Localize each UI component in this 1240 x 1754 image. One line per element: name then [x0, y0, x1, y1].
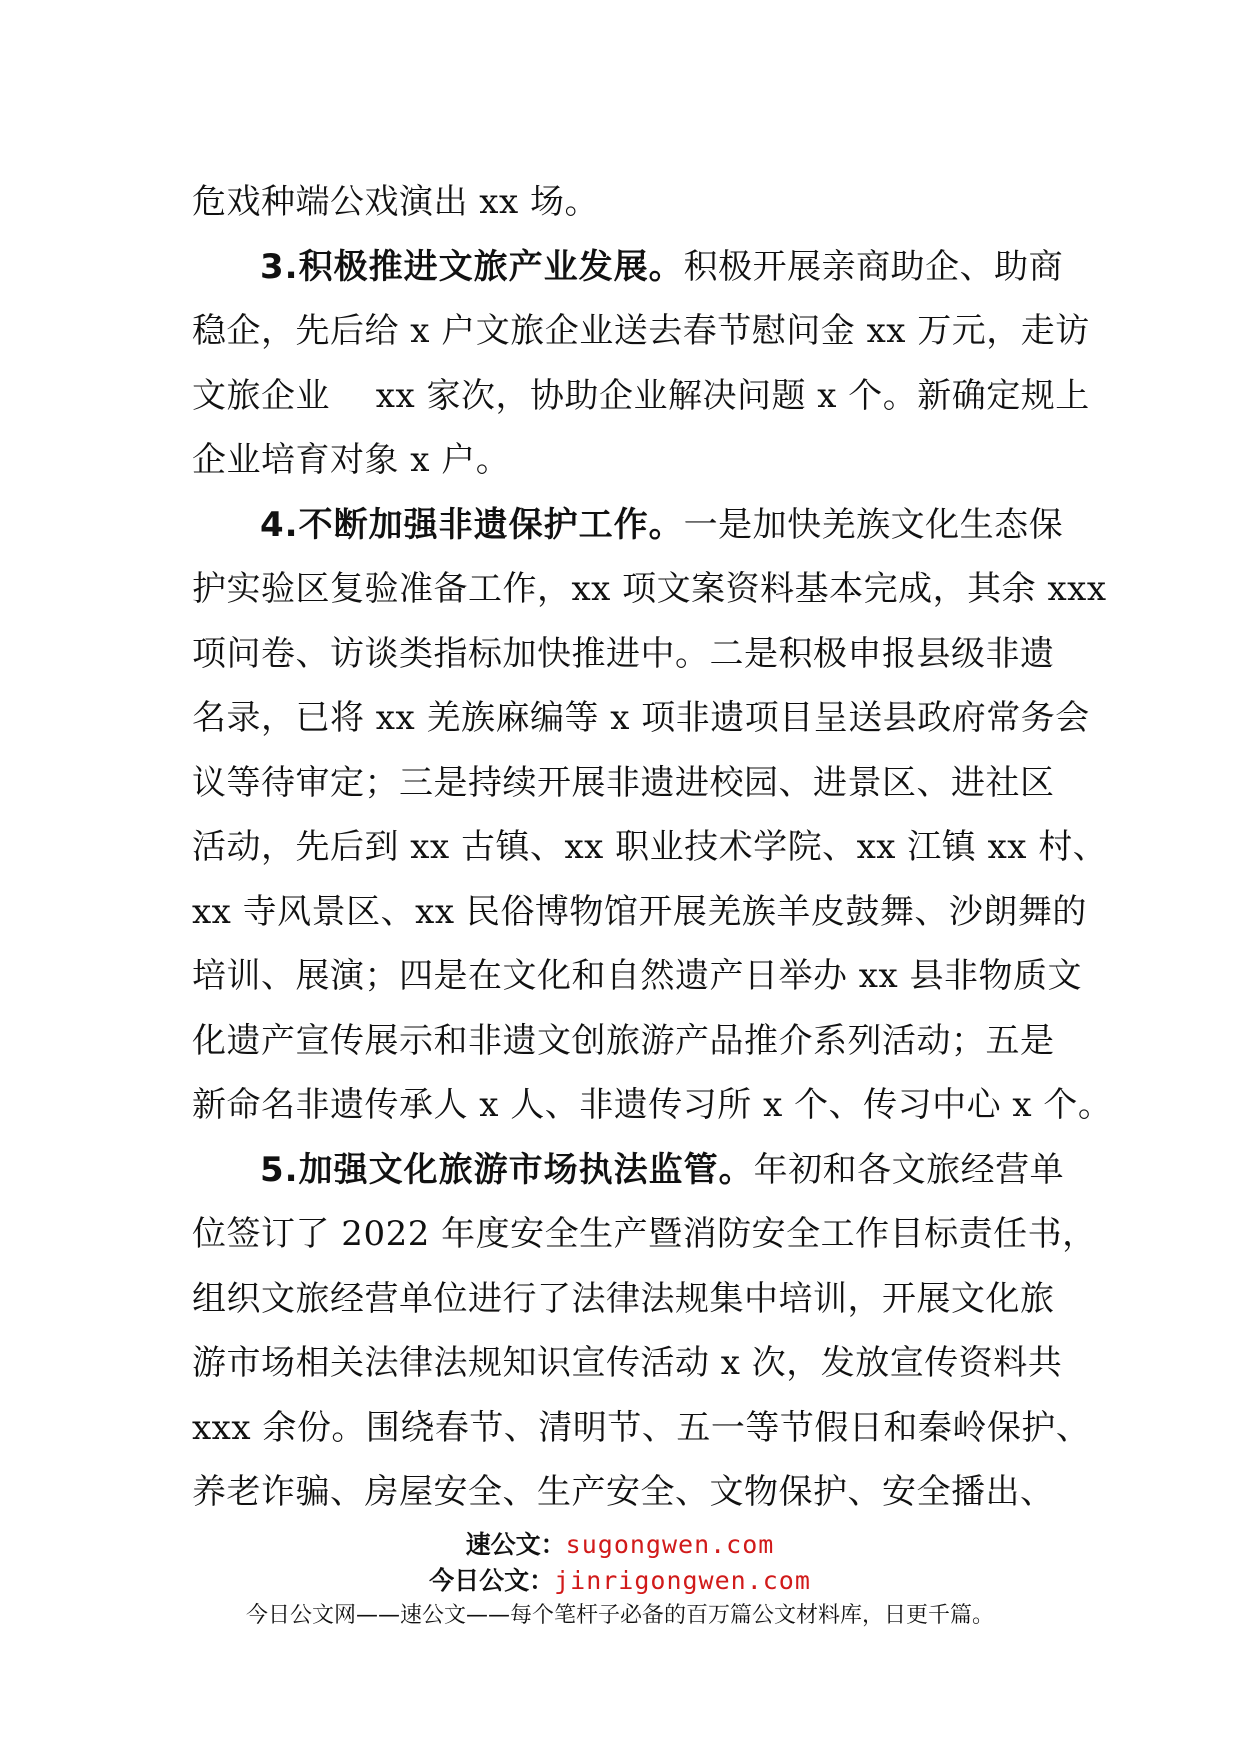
body-line: xx 寺风景区、xx 民俗博物馆开展羌族羊皮鼓舞、沙朗舞的	[192, 891, 1087, 932]
body-line: 名录，已将 xx 羌族麻编等 x 项非遗项目呈送县政府常务会	[192, 698, 1090, 738]
footer-site-link[interactable]: sugongwen.com	[565, 1530, 775, 1559]
body-line: 稳企，先后给 x 户文旅企业送去春节慰问金 xx 万元，走访	[192, 311, 1090, 351]
footer-site-sugongwen	[0, 1530, 1240, 1560]
body-line: 游市场相关法律法规知识宣传活动 x 次，发放宣传资料共	[192, 1343, 1063, 1383]
paragraph-heading: 3.积极推进文旅产业发展。	[260, 246, 684, 287]
body-line: 护实验区复验准备工作，xx 项文案资料基本完成，其余 xxx	[192, 569, 1107, 609]
body-line: 化遗产宣传展示和非遗文创旅游产品推介系列活动；五是	[192, 1020, 1055, 1061]
body-line: xxx 余份。围绕春节、清明节、五一等节假日和秦岭保护、	[192, 1407, 1091, 1448]
footer-site-link[interactable]: jinrigongwen.com	[554, 1566, 811, 1595]
body-line: 企业培育对象 x 户。	[192, 440, 511, 480]
footer-slogan: 今日公文网——速公文——每个笔杆子必备的百万篇公文材料库，日更千篇。	[245, 1603, 994, 1628]
paragraph-text: 一是加快羌族文化生态保	[683, 504, 1064, 545]
body-line: 组织文旅经营单位进行了法律法规集中培训，开展文化旅	[192, 1278, 1055, 1319]
footer-site-jinrigongwen	[0, 1566, 1240, 1596]
footer	[0, 1530, 1240, 1630]
paragraph-first-line	[192, 235, 1064, 300]
body-line: 位签订了 2022 年度安全生产暨消防安全工作目标责任书，	[192, 1214, 1097, 1254]
footer-site-label: 今日公文：	[429, 1566, 555, 1595]
body-line: 危戏种端公戏演出 xx 场。	[192, 182, 599, 222]
body-line: 培训、展演；四是在文化和自然遗产日举办 xx 县非物质文	[192, 956, 1082, 996]
body-line: 文旅企业 xx 家次，协助企业解决问题 x 个。新确定规上	[192, 375, 1090, 416]
paragraph-heading: 5.加强文化旅游市场执法监管。	[260, 1149, 754, 1190]
body-line: 养老诈骗、房屋安全、生产安全、文物保护、安全播出、	[192, 1472, 1055, 1512]
document-body	[192, 170, 1113, 1525]
body-line: 项问卷、访谈类指标加快推进中。二是积极申报县级非遗	[192, 633, 1055, 674]
body-line: 议等待审定；三是持续开展非遗进校园、进景区、进社区	[192, 762, 1055, 803]
paragraph-text: 年初和各文旅经营单	[753, 1149, 1065, 1190]
body-line: 活动，先后到 xx 古镇、xx 职业技术学院、xx 江镇 xx 村、	[192, 827, 1108, 867]
paragraph-first-line	[192, 1138, 1065, 1203]
paragraph-text: 积极开展亲商助企、助商	[683, 246, 1064, 287]
footer-site-label: 速公文：	[465, 1530, 566, 1559]
paragraph-heading: 4.不断加强非遗保护工作。	[260, 504, 684, 545]
paragraph-first-line	[192, 493, 1064, 558]
body-line: 新命名非遗传承人 x 人、非遗传习所 x 个、传习中心 x 个。	[192, 1085, 1113, 1125]
